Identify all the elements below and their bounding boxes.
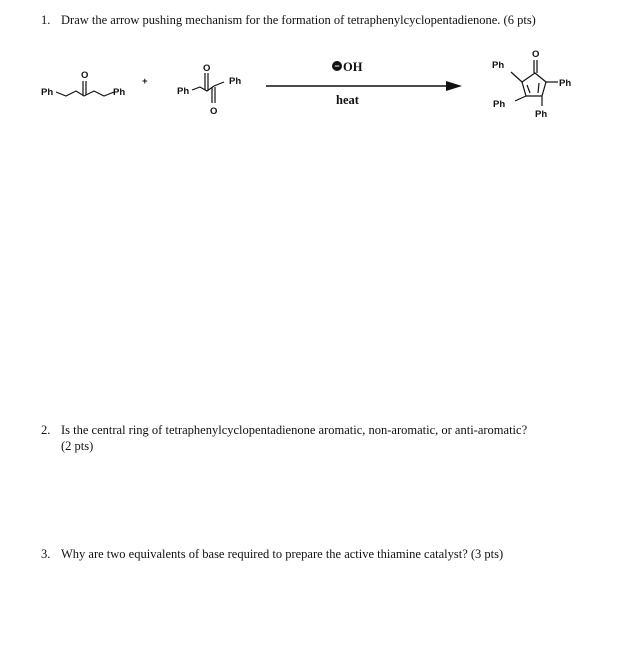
hydroxide-charge-icon xyxy=(332,61,342,71)
svg-text:−: − xyxy=(334,61,340,71)
phenyl-label: Ph xyxy=(492,60,505,71)
reagent-hydroxide: OH xyxy=(343,60,363,74)
question-text xyxy=(61,422,527,454)
question-number: 3. xyxy=(41,547,51,561)
phenyl-label: Ph xyxy=(559,78,572,89)
plus-sign: + xyxy=(142,76,148,87)
reactant-dibenzyl-ketone xyxy=(56,81,114,96)
oxygen-label: O xyxy=(203,63,211,74)
phenyl-label: Ph xyxy=(535,109,548,120)
product-tetraphenylcyclopentadienone xyxy=(511,60,558,106)
phenyl-label: Ph xyxy=(113,87,126,98)
question-text-line: Is the central ring of tetraphenylcyclopentadienone aromatic, non-aromatic, or anti-aromatic? xyxy=(61,423,528,437)
question-number: 1. xyxy=(41,13,51,27)
oxygen-label: O xyxy=(81,70,89,81)
phenyl-label: Ph xyxy=(229,76,242,87)
question-points: (2 pts) xyxy=(61,439,94,453)
question-text: Why are two equivalents of base required to prepare the active thiamine catalyst? (3 pts) xyxy=(61,547,504,561)
question-number: 2. xyxy=(41,423,51,437)
reaction-scheme xyxy=(0,40,623,130)
oxygen-label: O xyxy=(210,106,218,117)
reaction-arrow xyxy=(266,81,462,91)
reactant-benzil xyxy=(192,73,224,103)
oxygen-label: O xyxy=(532,49,540,60)
phenyl-label: Ph xyxy=(177,86,190,97)
phenyl-label: Ph xyxy=(41,87,54,98)
reagent-heat: heat xyxy=(336,93,359,107)
phenyl-label: Ph xyxy=(493,99,506,110)
question-text: Draw the arrow pushing mechanism for the formation of tetraphenylcyclopentadienone. (6 pts) xyxy=(61,13,536,27)
